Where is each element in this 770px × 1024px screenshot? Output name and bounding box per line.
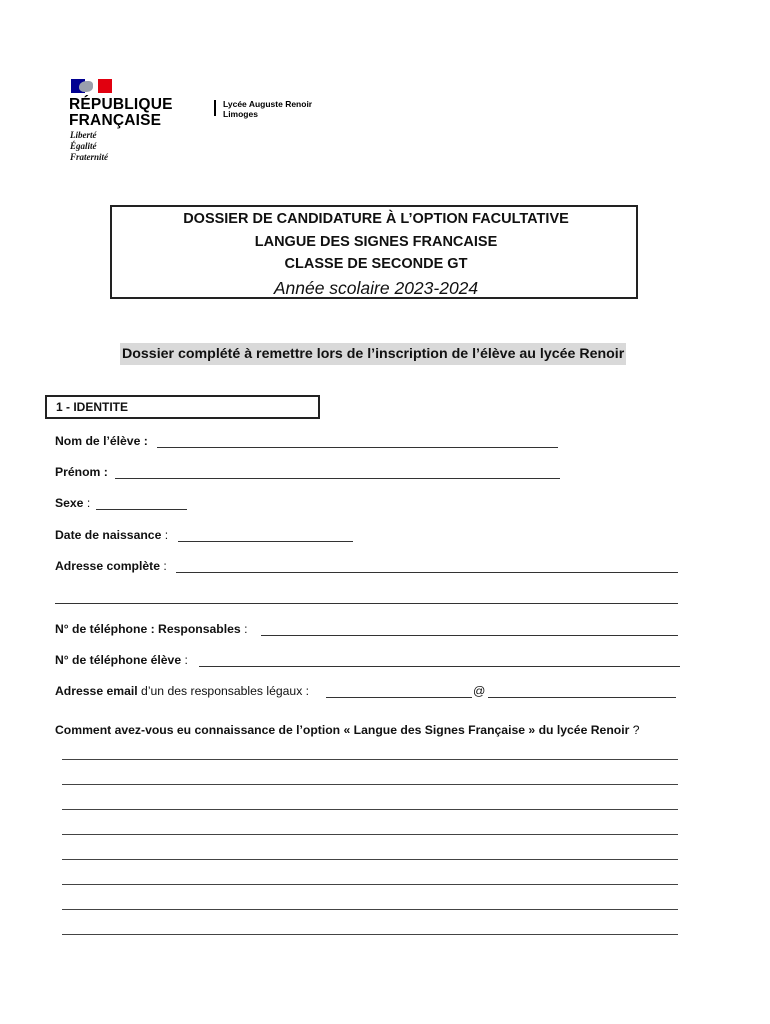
answer-line[interactable] bbox=[62, 934, 678, 935]
prenom-field-line[interactable] bbox=[115, 478, 560, 479]
sexe-field-label: Sexe : bbox=[55, 496, 91, 510]
nom-field-line[interactable] bbox=[157, 447, 558, 448]
email-domain-line[interactable] bbox=[488, 697, 676, 698]
nom-field-label: Nom de l’élève : bbox=[55, 434, 148, 448]
email-at-sign: @ bbox=[473, 684, 486, 698]
title-box bbox=[110, 205, 638, 299]
prenom-field-label: Prénom : bbox=[55, 465, 108, 479]
answer-line[interactable] bbox=[62, 784, 678, 785]
section-identite-label: 1 - IDENTITE bbox=[56, 400, 129, 414]
school-city: Limoges bbox=[223, 109, 258, 119]
question-label: Comment avez-vous eu connaissance de l’option « Langue des Signes Française » du lycée Renoir ? bbox=[55, 723, 640, 737]
adresse-field-line-2[interactable] bbox=[55, 603, 678, 604]
tel-responsables-line[interactable] bbox=[261, 635, 678, 636]
ddn-field-label: Date de naissance : bbox=[55, 528, 169, 542]
answer-line[interactable] bbox=[62, 859, 678, 860]
sexe-field-line[interactable] bbox=[96, 509, 187, 510]
motto-fraternite: Fraternité bbox=[70, 152, 109, 162]
tel-responsables-label: N° de téléphone : Responsables : bbox=[55, 622, 248, 636]
logo-separator bbox=[214, 100, 216, 116]
tel-eleve-line[interactable] bbox=[199, 666, 680, 667]
logo-francaise: FRANÇAISE bbox=[69, 112, 162, 129]
title-line-2: LANGUE DES SIGNES FRANCAISE bbox=[254, 234, 498, 250]
tel-eleve-label: N° de téléphone élève : bbox=[55, 653, 188, 667]
adresse-field-label: Adresse complète : bbox=[55, 559, 167, 573]
title-line-3: CLASSE DE SECONDE GT bbox=[284, 256, 468, 272]
answer-line[interactable] bbox=[62, 834, 678, 835]
email-label: Adresse email d’un des responsables légaux : bbox=[55, 684, 310, 698]
answer-line[interactable] bbox=[62, 884, 678, 885]
republique-flag-icon bbox=[71, 79, 112, 93]
answer-line[interactable] bbox=[62, 809, 678, 810]
motto-liberte: Liberté bbox=[70, 130, 97, 140]
logo-republique: RÉPUBLIQUE bbox=[69, 96, 173, 113]
title-line-1: DOSSIER DE CANDIDATURE À L’OPTION FACULTATIVE bbox=[183, 211, 569, 227]
school-name: Lycée Auguste Renoir bbox=[223, 99, 313, 109]
submission-notice: Dossier complété à remettre lors de l’inscription de l’élève au lycée Renoir bbox=[120, 343, 626, 365]
answer-line[interactable] bbox=[62, 909, 678, 910]
ddn-field-line[interactable] bbox=[178, 541, 353, 542]
email-local-line[interactable] bbox=[326, 697, 472, 698]
school-year: Année scolaire 2023-2024 bbox=[273, 278, 479, 298]
motto-egalite: Égalité bbox=[70, 141, 97, 151]
adresse-field-line-1[interactable] bbox=[176, 572, 678, 573]
section-identite-header bbox=[45, 395, 320, 419]
answer-line[interactable] bbox=[62, 759, 678, 760]
